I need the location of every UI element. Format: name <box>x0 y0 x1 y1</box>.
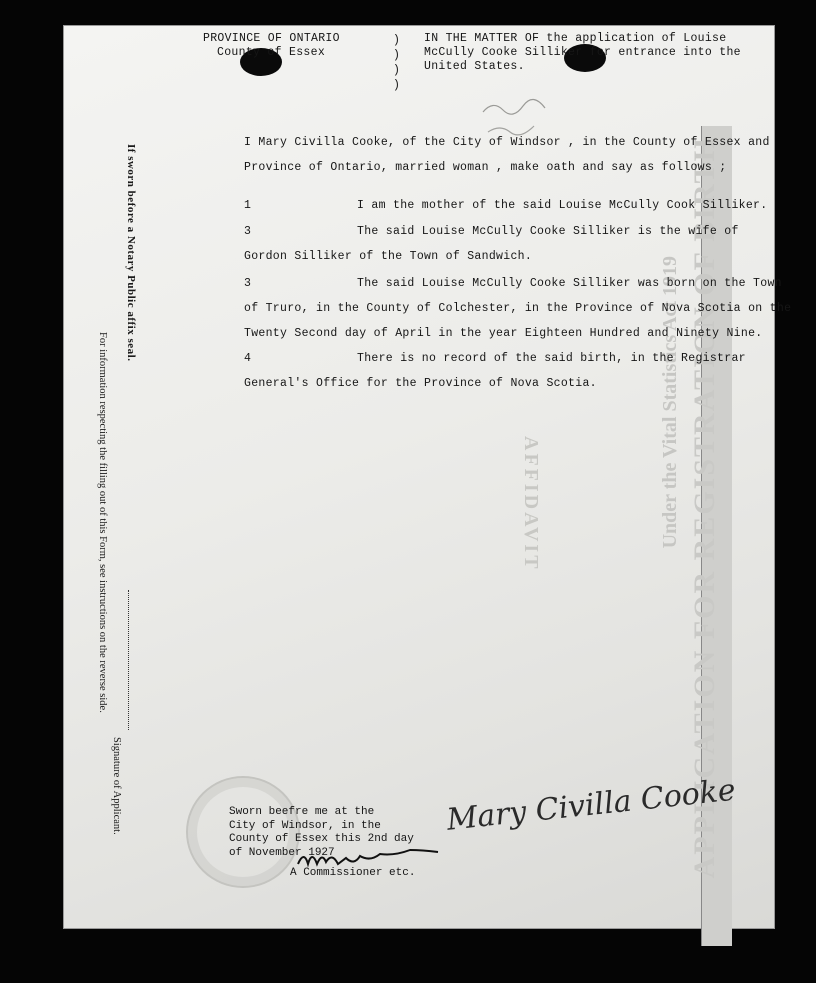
signature-dotted-line <box>128 590 129 730</box>
signature-of-applicant-label: Signature of Applicant. <box>111 737 122 835</box>
paragraph-number: 3 <box>244 277 252 290</box>
paragraph-3-line-3: Twenty Second day of April in the year Eighteen Hundred and Ninety Nine. <box>244 327 763 340</box>
jurat-line: of November 1927 <box>229 846 335 859</box>
opening-line-1: I Mary Civilla Cooke, of the City of Windsor , in the County of Essex and <box>244 136 770 149</box>
jurat-line: County of Essex this 2nd day <box>229 833 414 845</box>
background-form-title: APPLICATION FOR REGISTRATION OF BIRTH <box>688 136 721 879</box>
background-form-subtitle: Under the Vital Statistics Act 1919 <box>659 256 681 549</box>
jurat-line: Sworn beefre me at the <box>229 806 375 818</box>
matter-line-2: McCully Cooke Silliker for entrance into the <box>424 46 741 59</box>
paragraph-3-line-1: The said Louise McCully Cooke Silliker was born on the Town <box>357 277 782 290</box>
matter-line-1: IN THE MATTER OF the application of Louise <box>424 32 727 45</box>
paragraph-4-line-2: General's Office for the Province of Nova Scotia. <box>244 377 597 390</box>
jurat-line: City of Windsor, in the <box>229 819 381 832</box>
notary-seal-notice: If sworn before a Notary Public affix seal. <box>125 144 137 362</box>
paragraph-number: 3 <box>244 225 252 238</box>
deponent-signature: Mary Civilla Cooke <box>445 772 738 838</box>
paragraph-2-line-1: The said Louise McCully Cooke Silliker is the wife of <box>357 225 739 238</box>
opening-line-2: Province of Ontario, married woman , make oath and say as follows ; <box>244 161 727 174</box>
header-bracket: ) ) ) ) <box>393 34 400 92</box>
paragraph-number: 4 <box>244 352 252 365</box>
paragraph-3-line-2: of Truro, in the County of Colchester, in the Province of Nova Scotia on the <box>244 302 792 315</box>
province-heading: PROVINCE OF ONTARIO <box>203 32 340 45</box>
paragraph-4-line-1: There is no record of the said birth, in the Registrar <box>357 352 746 365</box>
paragraph-number: 1 <box>244 199 252 212</box>
commissioner-label: A Commissioner etc. <box>290 867 416 879</box>
paragraph-2-line-2: Gordon Silliker of the Town of Sandwich. <box>244 250 533 263</box>
background-form-affidavit: AFFIDAVIT <box>520 436 542 572</box>
matter-line-3: United States. <box>424 60 525 73</box>
county-heading: County of Essex <box>217 46 326 59</box>
paragraph-1-line-1: I am the mother of the said Louise McCully Cook Silliker. <box>357 199 768 212</box>
form-instructions-note: For information respecting the filling out of this Form, see instructions on the reverse side. <box>97 332 108 713</box>
